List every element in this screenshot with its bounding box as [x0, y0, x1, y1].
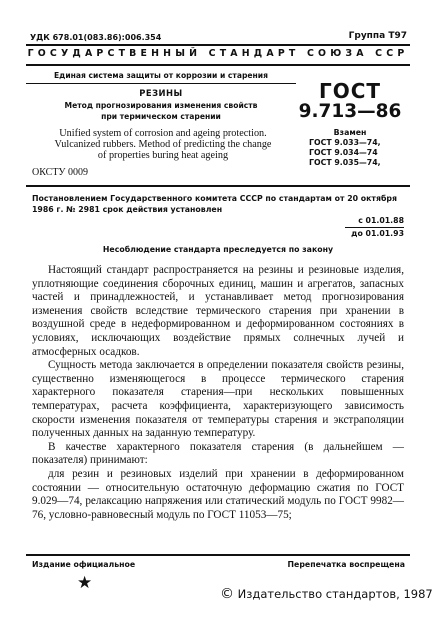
state-standard-title: ГОСУДАРСТВЕННЫЙ СТАНДАРТ СОЮЗА ССР [27, 48, 409, 59]
title-block-rule [26, 185, 410, 187]
replaced-standards [309, 138, 381, 168]
decree-line2: 1986 г. № 2981 срок действия установлен [32, 205, 223, 214]
udk-code: УДК 678.01(083.86):006.354 [30, 33, 162, 42]
body-text [32, 264, 404, 522]
method-title-line1: Метод прогнозирования изменения свойств [64, 101, 258, 110]
subject-title: РЕЗИНЫ [139, 88, 183, 98]
english-title [32, 128, 294, 161]
publisher-text: Издательство стандартов, 1987 [237, 587, 433, 601]
gost-label: ГОСТ [318, 79, 382, 103]
body-paragraph: В качестве характерного показателя старения (в дальнейшем — показателя) принимают: [32, 440, 404, 467]
valid-rule [345, 227, 404, 228]
law-warning: Несоблюдение стандарта преследуется по закону [102, 245, 334, 254]
copyright-line [220, 586, 433, 602]
group-code: Группа Т97 [348, 31, 407, 41]
replaced-standard: ГОСТ 9.035—74, [309, 158, 381, 167]
star-icon: ★ [77, 573, 93, 592]
official-edition: Издание официальное [32, 560, 136, 569]
english-title-line: of properties buring heat ageing [97, 150, 229, 161]
replaces-label: Взамен [333, 128, 367, 137]
system-title: Единая система защиты от коррозии и старения [54, 71, 268, 80]
okstu-code: ОКСТУ 0009 [32, 167, 89, 178]
replaced-standard: ГОСТ 9.033—74, [309, 138, 381, 147]
valid-from: с 01.01.88 [358, 216, 404, 225]
method-title-line2: при термическом старении [101, 112, 221, 121]
state-standard-rule [26, 64, 410, 66]
english-title-line: Unified system of corrosion and ageing protection. [59, 128, 267, 139]
footer-rule [26, 554, 410, 556]
english-title-line: Vulcanized rubbers. Method of predicting the change [54, 139, 272, 150]
gost-number: 9.713—86 [298, 101, 402, 122]
copyright-icon: © [220, 586, 234, 602]
valid-until: до 01.01.93 [351, 229, 404, 238]
body-paragraph: для резин и резиновых изделий при хранении в деформированном состоянии — относительную остаточную деформацию сжатия по ГОСТ 9.029—74, релаксацию напряжения или статический модуль по ГОСТ 9982—76, условно-равновесный модуль по ГОСТ 11053—75; [32, 467, 404, 521]
top-rule [26, 44, 410, 46]
reprint-forbidden: Перепечатка воспрещена [287, 560, 405, 569]
system-rule [26, 83, 296, 84]
decree-line1: Постановлением Государственного комитета СССР по стандартам от 20 октября [32, 194, 397, 203]
replaced-standard: ГОСТ 9.034—74 [309, 148, 378, 157]
body-paragraph: Настоящий стандарт распространяется на резины и резиновые изделия, уплотняющие соединения сборочных единиц, машин и агрегатов, запасных частей и принадлежностей, и устанавливает метод прогнозирования изменения свойств вследствие термического старения при хранении в воздушной среде в недеформированном и деформированном состояниях в условиях, исключающих воздействие прямых солнечных лучей и атмосферных осадков. [32, 264, 404, 358]
body-paragraph: Сущность метода заключается в определении показателя свойств резины, существенно изменяющегося в процессе термического старения характерного показателя старения—при нескольких повышенных температурах, расчета коэффициента, характеризующего зависимость скорости изменения показателя от температуры старения и экстраполяции полученных данных на заданную температуру. [32, 359, 404, 440]
